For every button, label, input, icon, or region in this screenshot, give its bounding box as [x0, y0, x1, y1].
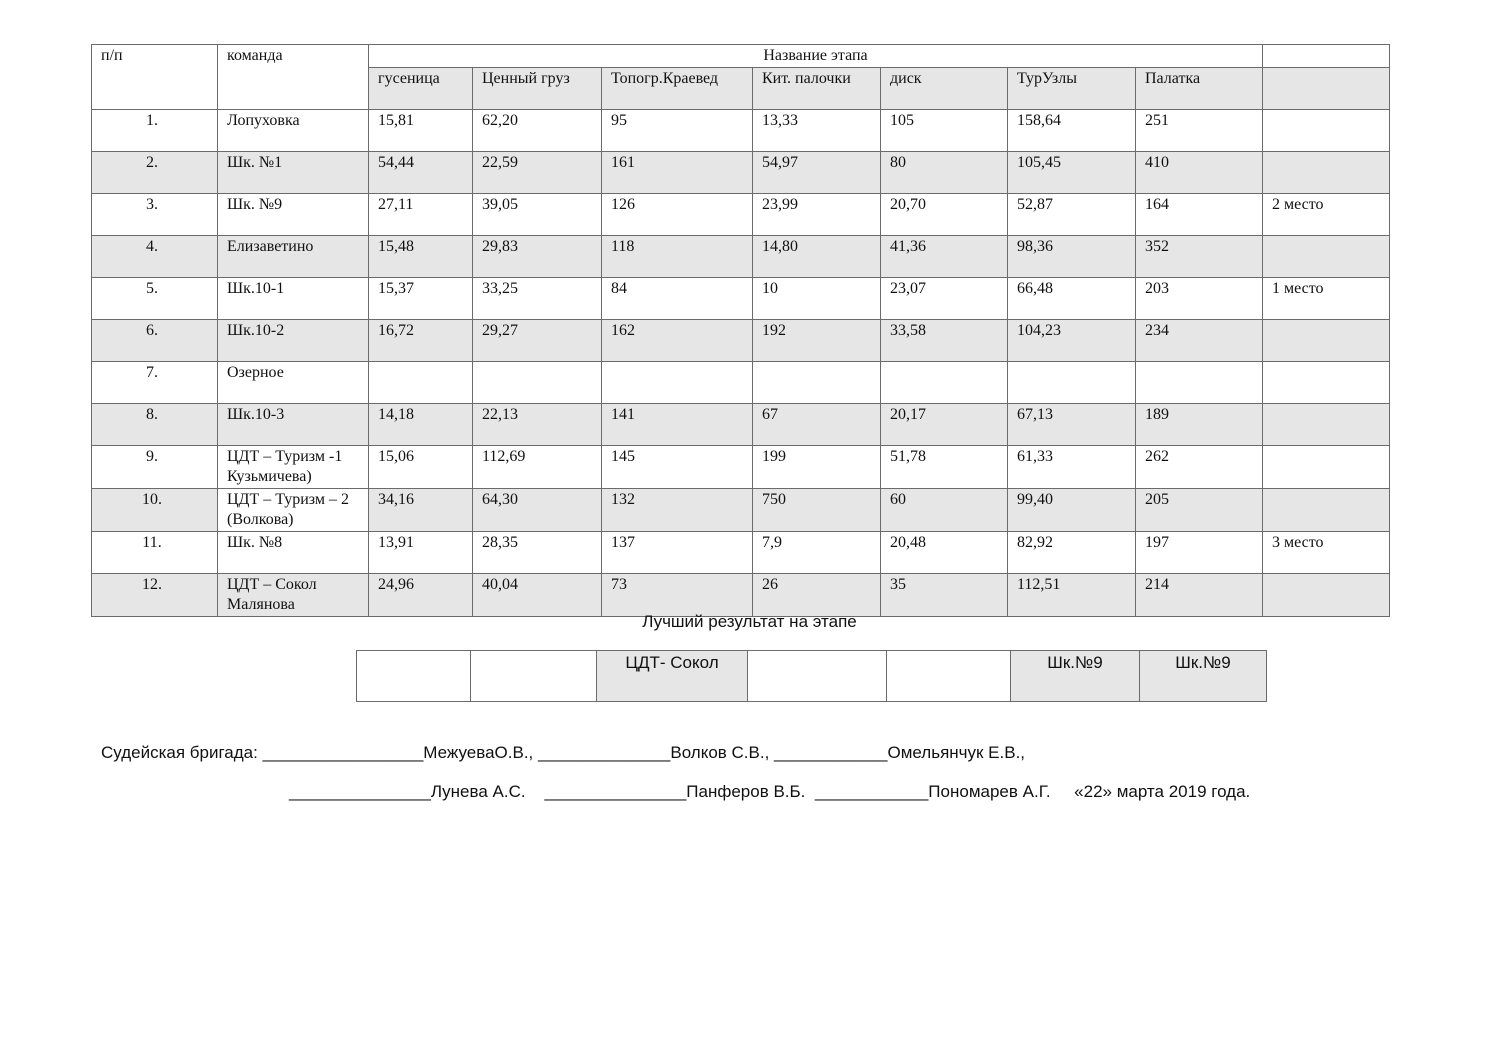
best-result-row [357, 651, 1267, 702]
best-cell [357, 651, 471, 702]
cell-value: 98,36 [1008, 236, 1136, 278]
stage-header-6: ТурУзлы [1008, 68, 1136, 110]
row-number: 1. [92, 110, 218, 152]
place-cell [1263, 110, 1390, 152]
row-number: 4. [92, 236, 218, 278]
cell-value: 162 [602, 320, 753, 362]
team-name: Шк. №1 [218, 152, 369, 194]
cell-value: 23,07 [881, 278, 1008, 320]
cell-value [369, 362, 473, 404]
cell-value: 26 [753, 574, 881, 617]
cell-value: 197 [1136, 532, 1263, 574]
cell-value: 14,80 [753, 236, 881, 278]
cell-value [602, 362, 753, 404]
header-team: команда [218, 45, 369, 110]
table-row [92, 152, 1390, 194]
stage-header-5: диск [881, 68, 1008, 110]
row-number: 10. [92, 489, 218, 532]
best-cell: Шк.№9 [1011, 651, 1140, 702]
cell-value: 34,16 [369, 489, 473, 532]
cell-value: 141 [602, 404, 753, 446]
stage-header-4: Кит. палочки [753, 68, 881, 110]
table-row [92, 404, 1390, 446]
best-cell: ЦДТ- Сокол [597, 651, 748, 702]
table-row [92, 236, 1390, 278]
best-result-table [356, 650, 1267, 702]
cell-value: 16,72 [369, 320, 473, 362]
cell-value: 39,05 [473, 194, 602, 236]
cell-value: 15,37 [369, 278, 473, 320]
team-name: Шк. №9 [218, 194, 369, 236]
cell-value: 95 [602, 110, 753, 152]
table-row [92, 110, 1390, 152]
cell-value: 52,87 [1008, 194, 1136, 236]
place-cell [1263, 446, 1390, 489]
results-table [91, 44, 1390, 617]
best-result-caption: Лучший результат на этапе [642, 612, 857, 631]
team-name: Шк.10-2 [218, 320, 369, 362]
best-cell: Шк.№9 [1140, 651, 1267, 702]
header-row-top [92, 45, 1390, 68]
best-cell [887, 651, 1011, 702]
cell-value: 22,59 [473, 152, 602, 194]
cell-value: 750 [753, 489, 881, 532]
cell-value: 15,48 [369, 236, 473, 278]
cell-value: 20,48 [881, 532, 1008, 574]
cell-value: 23,99 [753, 194, 881, 236]
cell-value: 112,51 [1008, 574, 1136, 617]
table-row [92, 574, 1390, 617]
table-row [92, 489, 1390, 532]
table-row [92, 194, 1390, 236]
stage-header-7: Палатка [1136, 68, 1263, 110]
place-cell [1263, 362, 1390, 404]
team-name: ЦДТ – Туризм – 2 (Волкова) [218, 489, 369, 532]
cell-value: 54,97 [753, 152, 881, 194]
cell-value: 234 [1136, 320, 1263, 362]
cell-value: 13,91 [369, 532, 473, 574]
row-number: 12. [92, 574, 218, 617]
cell-value: 99,40 [1008, 489, 1136, 532]
cell-value [473, 362, 602, 404]
cell-value [753, 362, 881, 404]
cell-value: 189 [1136, 404, 1263, 446]
cell-value: 66,48 [1008, 278, 1136, 320]
row-number: 3. [92, 194, 218, 236]
cell-value: 15,06 [369, 446, 473, 489]
cell-value: 161 [602, 152, 753, 194]
table-row [92, 446, 1390, 489]
cell-value: 192 [753, 320, 881, 362]
cell-value: 67,13 [1008, 404, 1136, 446]
judges-line-2: _______________Лунева А.С. _______________Панферов В.Б. ____________Пономарев А.Г. «22» марта 2019 года. [289, 782, 1251, 801]
cell-value: 20,17 [881, 404, 1008, 446]
cell-value: 105 [881, 110, 1008, 152]
team-name: Шк. №8 [218, 532, 369, 574]
cell-value: 29,27 [473, 320, 602, 362]
cell-value: 28,35 [473, 532, 602, 574]
cell-value: 7,9 [753, 532, 881, 574]
table-row [92, 278, 1390, 320]
team-name: Лопуховка [218, 110, 369, 152]
cell-value: 104,23 [1008, 320, 1136, 362]
cell-value: 33,58 [881, 320, 1008, 362]
place-cell [1263, 320, 1390, 362]
row-number: 9. [92, 446, 218, 489]
team-name: ЦДТ – Сокол Малянова [218, 574, 369, 617]
cell-value: 22,13 [473, 404, 602, 446]
cell-value: 80 [881, 152, 1008, 194]
best-cell [471, 651, 597, 702]
place-cell [1263, 574, 1390, 617]
cell-value [881, 362, 1008, 404]
cell-value: 199 [753, 446, 881, 489]
cell-value: 33,25 [473, 278, 602, 320]
best-cell [748, 651, 887, 702]
cell-value [1136, 362, 1263, 404]
cell-value: 14,18 [369, 404, 473, 446]
judges-line-1: Судейская бригада: _________________МежуеваО.В., ______________Волков С.В., ____________Омельянчук Е.В., [101, 743, 1026, 762]
cell-value: 118 [602, 236, 753, 278]
cell-value: 84 [602, 278, 753, 320]
stage-header-place [1263, 68, 1390, 110]
cell-value: 203 [1136, 278, 1263, 320]
header-num: п/п [92, 45, 218, 110]
stage-header-1: гусеница [369, 68, 473, 110]
cell-value: 60 [881, 489, 1008, 532]
cell-value: 10 [753, 278, 881, 320]
team-name: Шк.10-1 [218, 278, 369, 320]
stage-header-2: Ценный груз [473, 68, 602, 110]
cell-value: 24,96 [369, 574, 473, 617]
row-number: 5. [92, 278, 218, 320]
cell-value: 51,78 [881, 446, 1008, 489]
place-cell: 3 место [1263, 532, 1390, 574]
cell-value: 54,44 [369, 152, 473, 194]
table-row [92, 362, 1390, 404]
cell-value: 20,70 [881, 194, 1008, 236]
team-name: ЦДТ – Туризм -1 Кузьмичева) [218, 446, 369, 489]
cell-value: 251 [1136, 110, 1263, 152]
place-cell: 2 место [1263, 194, 1390, 236]
table-row [92, 320, 1390, 362]
cell-value: 126 [602, 194, 753, 236]
team-name: Шк.10-3 [218, 404, 369, 446]
row-number: 7. [92, 362, 218, 404]
row-number: 11. [92, 532, 218, 574]
cell-value: 205 [1136, 489, 1263, 532]
row-number: 8. [92, 404, 218, 446]
team-name: Елизаветино [218, 236, 369, 278]
cell-value: 145 [602, 446, 753, 489]
cell-value: 410 [1136, 152, 1263, 194]
row-number: 6. [92, 320, 218, 362]
cell-value: 132 [602, 489, 753, 532]
cell-value: 29,83 [473, 236, 602, 278]
header-place [1263, 45, 1390, 68]
cell-value: 158,64 [1008, 110, 1136, 152]
cell-value: 35 [881, 574, 1008, 617]
place-cell [1263, 404, 1390, 446]
team-name: Озерное [218, 362, 369, 404]
cell-value: 13,33 [753, 110, 881, 152]
place-cell [1263, 152, 1390, 194]
row-number: 2. [92, 152, 218, 194]
cell-value: 105,45 [1008, 152, 1136, 194]
table-row [92, 532, 1390, 574]
header-stage-group: Название этапа [369, 45, 1263, 68]
cell-value: 41,36 [881, 236, 1008, 278]
cell-value: 61,33 [1008, 446, 1136, 489]
cell-value: 214 [1136, 574, 1263, 617]
place-cell: 1 место [1263, 278, 1390, 320]
cell-value: 73 [602, 574, 753, 617]
cell-value: 15,81 [369, 110, 473, 152]
cell-value: 112,69 [473, 446, 602, 489]
cell-value: 82,92 [1008, 532, 1136, 574]
cell-value [1008, 362, 1136, 404]
cell-value: 64,30 [473, 489, 602, 532]
cell-value: 67 [753, 404, 881, 446]
cell-value: 164 [1136, 194, 1263, 236]
cell-value: 137 [602, 532, 753, 574]
cell-value: 262 [1136, 446, 1263, 489]
place-cell [1263, 489, 1390, 532]
cell-value: 352 [1136, 236, 1263, 278]
cell-value: 62,20 [473, 110, 602, 152]
cell-value: 40,04 [473, 574, 602, 617]
place-cell [1263, 236, 1390, 278]
stage-header-3: Топогр.Краевед [602, 68, 753, 110]
cell-value: 27,11 [369, 194, 473, 236]
